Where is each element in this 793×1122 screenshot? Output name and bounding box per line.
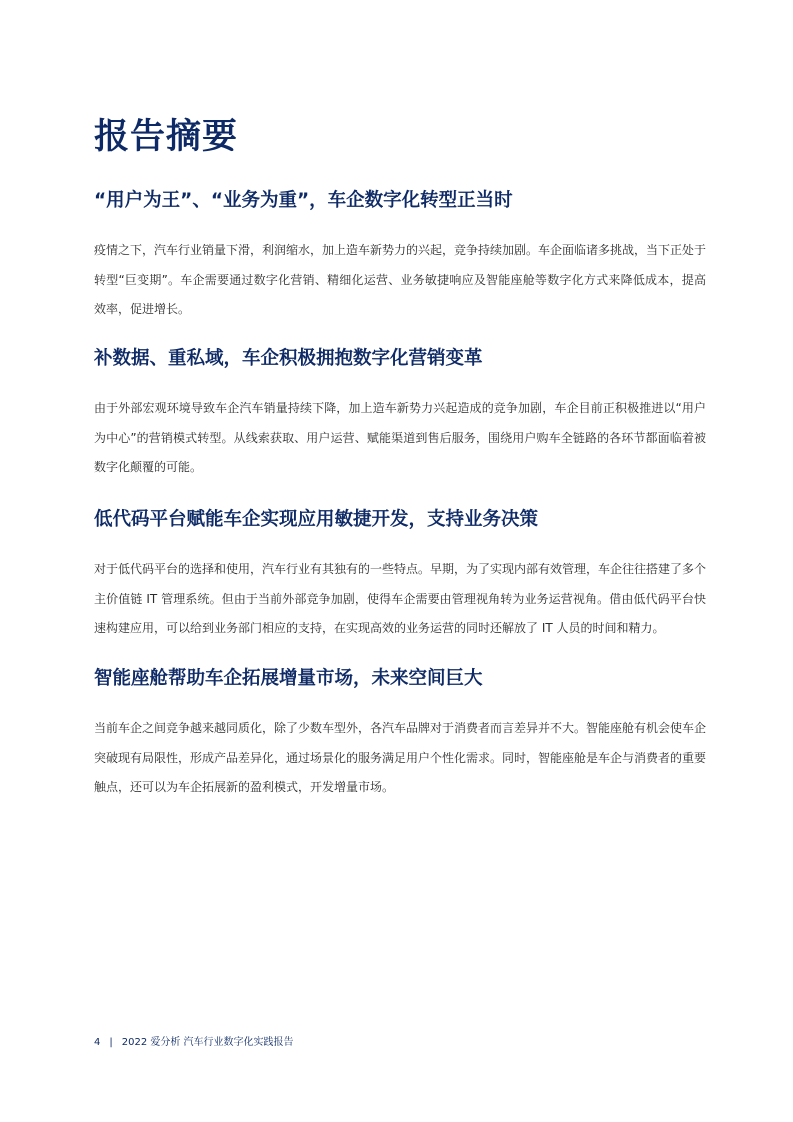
section-body: 对于低代码平台的选择和使用，汽车行业有其独有的一些特点。早期，为了实现内部有效管理，车企往往搭建了多个主价值链 IT 管理系统。但由于当前外部竞争加剧，使得车企需要由管理视角转为业务运营视角。借由低代码平台快速构建应用，可以给到业务部门相应的支持，在实现高效的业务运营的同时还解放了 IT 人员的时间和精力。 xyxy=(94,562,707,635)
section-heading: 智能座舱帮助车企拓展增量市场，未来空间巨大 xyxy=(94,668,483,689)
section-smart-cockpit xyxy=(94,666,706,803)
page-footer xyxy=(94,1035,294,1051)
section-body: 由于外部宏观环境导致车企汽车销量持续下降，加上造车新势力兴起造成的竞争加剧，车企目前正积极推进以“用户为中心”的营销模式转型。从线索获取、用户运营、赋能渠道到售后服务，围绕用户购车全链路的各环节都面临着被数字化颠覆的可能。 xyxy=(94,401,706,474)
section-low-code xyxy=(94,507,706,644)
section-heading: “用户为王”、“业务为重”，车企数字化转型正当时 xyxy=(94,190,513,211)
section-body: 当前车企之间竞争越来越同质化，除了少数车型外，各汽车品牌对于消费者而言差异并不大。智能座舱有机会使车企突破现有局限性，形成产品差异化，通过场景化的服务满足用户个性化需求。同时，智能座舱是车企与消费者的重要触点，还可以为车企拓展新的盈利模式，开发增量市场。 xyxy=(94,721,707,794)
section-body: 疫情之下，汽车行业销量下滑，利润缩水，加上造车新势力的兴起，竞争持续加剧。车企面临诸多挑战，当下正处于转型“巨变期”。车企需要通过数字化营销、精细化运营、业务敏捷响应及智能座舱等数字化方式来降低成本，提高效率，促进增长。 xyxy=(94,243,707,316)
section-heading: 低代码平台赋能车企实现应用敏捷开发，支持业务决策 xyxy=(94,509,539,530)
section-digital-marketing xyxy=(94,346,706,483)
section-heading: 补数据、重私域，车企积极拥抱数字化营销变革 xyxy=(94,348,483,369)
page-title: 报告摘要 xyxy=(94,117,239,157)
page-number: 4 xyxy=(94,1037,101,1048)
section-user-first xyxy=(94,188,706,325)
report-name: 2022 爱分析 汽车行业数字化实践报告 xyxy=(121,1037,294,1048)
footer-separator: | xyxy=(109,1037,113,1048)
